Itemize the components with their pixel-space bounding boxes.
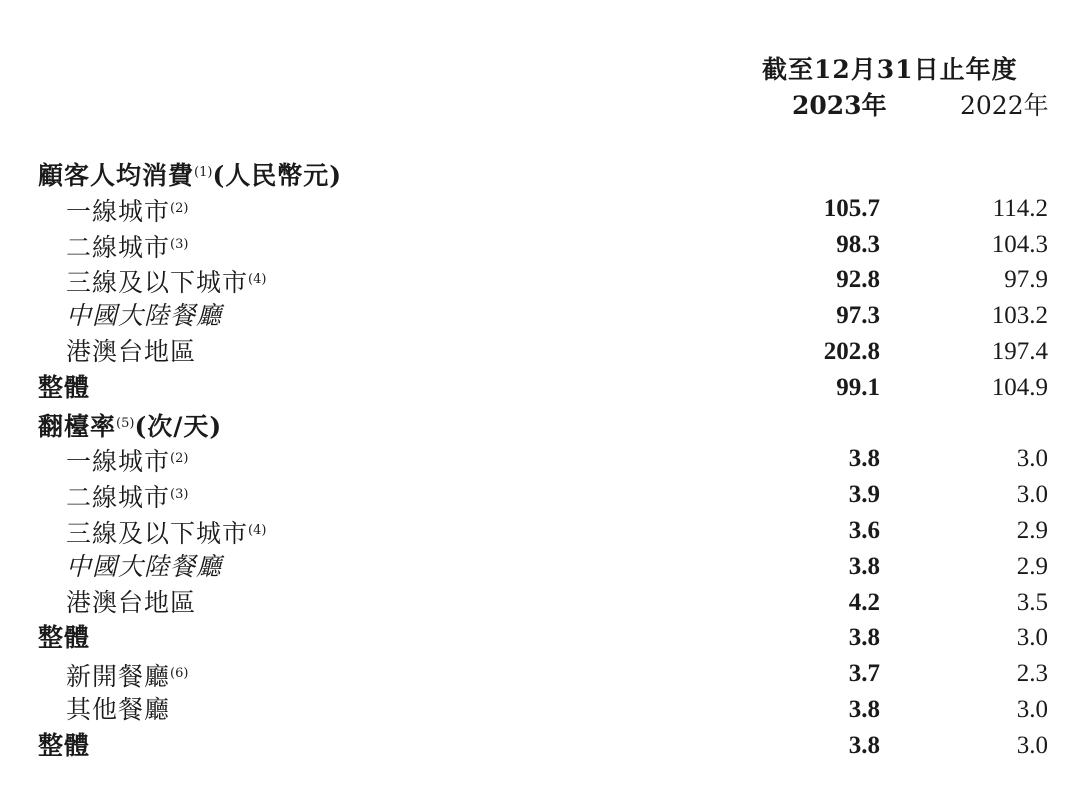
value-2022: 104.9 [991,373,1048,401]
value-2023: 97.3 [836,302,880,330]
row-label-text: 二線城市 [66,483,171,513]
row-label-text: 其他餐廳 [66,694,171,724]
header-period: 截至12月31日止年度 [762,55,1018,84]
row-label [38,728,90,764]
header-year-current: 2023年 [792,91,887,120]
row-label-text: 一線城市 [66,447,171,477]
value-2022: 2.9 [1016,552,1048,580]
row-unit: (次/天) [134,411,223,441]
value-2023: 4.2 [848,588,880,616]
row-label-text: 中國大陸餐廳 [66,551,223,581]
value-2022: 197.4 [991,337,1048,365]
value-2022: 114.2 [992,194,1048,222]
row-label-text: 新開餐廳 [66,662,171,692]
row-label-text: 顧客人均消費 [38,161,195,190]
value-2022: 2.9 [1016,516,1048,544]
table-row [0,191,1080,227]
row-label [66,477,188,516]
table-row [0,155,1080,191]
row-label-text: 三線及以下城市 [66,268,249,298]
value-2023: 99.1 [836,373,880,401]
footnote-marker: (4) [248,272,267,288]
table-row [0,549,1080,585]
row-label [38,620,90,656]
row-label [66,692,170,728]
table-row [0,585,1080,621]
value-2023: 92.8 [836,266,880,294]
row-label [66,227,188,266]
row-label-text: 港澳台地區 [66,336,197,366]
row-label [66,334,196,370]
row-label [38,406,222,445]
table-row [0,728,1080,764]
footnote-marker: (1) [194,165,213,180]
value-2023: 3.8 [848,695,880,723]
value-2023: 105.7 [823,194,880,222]
row-label [66,656,188,695]
footnote-marker: (5) [116,415,135,431]
row-label [66,441,188,480]
value-2022: 3.0 [1016,445,1048,473]
table-row [0,406,1080,442]
table-row [0,477,1080,513]
table-row [0,620,1080,656]
table-row [0,692,1080,728]
value-2023: 3.8 [848,552,880,580]
row-label-text: 整體 [38,623,91,653]
footnote-marker: (3) [170,236,189,252]
header-year-prior: 2022年 [960,91,1049,120]
row-label [38,155,342,194]
footnote-marker: (4) [248,522,267,538]
row-label [66,549,222,585]
row-label-text: 三線及以下城市 [66,518,249,548]
table-row [0,513,1080,549]
value-2022: 3.0 [1016,731,1048,759]
value-2022: 104.3 [991,230,1048,258]
row-label-text: 一線城市 [66,196,171,226]
row-label [38,370,90,406]
value-2023: 3.7 [848,660,880,688]
table-row [0,227,1080,263]
value-2022: 103.2 [991,302,1048,330]
value-2022: 2.3 [1016,660,1048,688]
value-2022: 97.9 [1004,266,1048,294]
value-2023: 3.8 [848,731,880,759]
metrics-table [0,155,1080,764]
table-row [0,334,1080,370]
row-label [66,298,222,334]
table-row [0,298,1080,334]
value-2022: 3.0 [1016,695,1048,723]
footnote-marker: (2) [170,200,189,216]
table-row [0,441,1080,477]
value-2023: 3.8 [848,624,880,652]
row-label-text: 翻檯率 [38,411,117,441]
row-label [66,585,196,621]
value-2023: 202.8 [823,337,880,365]
footnote-marker: (2) [170,451,189,467]
value-2023: 3.8 [848,445,880,473]
value-2022: 3.0 [1016,624,1048,652]
row-label [66,513,266,552]
footnote-marker: (3) [170,487,189,503]
row-label-text: 港澳台地區 [66,587,197,617]
row-label-text: 中國大陸餐廳 [66,301,223,331]
value-2022: 3.5 [1016,588,1048,616]
value-2022: 3.0 [1016,481,1048,509]
row-label-text: 整體 [38,730,91,760]
table-row [0,370,1080,406]
row-label-text: 二線城市 [66,232,171,262]
row-label-text: 整體 [38,372,91,402]
row-unit: (人民幣元) [212,161,343,190]
value-2023: 3.6 [848,516,880,544]
value-2023: 3.9 [848,481,880,509]
footnote-marker: (6) [170,666,189,682]
row-label [66,262,266,301]
row-label [66,191,188,230]
table-row [0,656,1080,692]
table-row [0,262,1080,298]
value-2023: 98.3 [836,230,880,258]
